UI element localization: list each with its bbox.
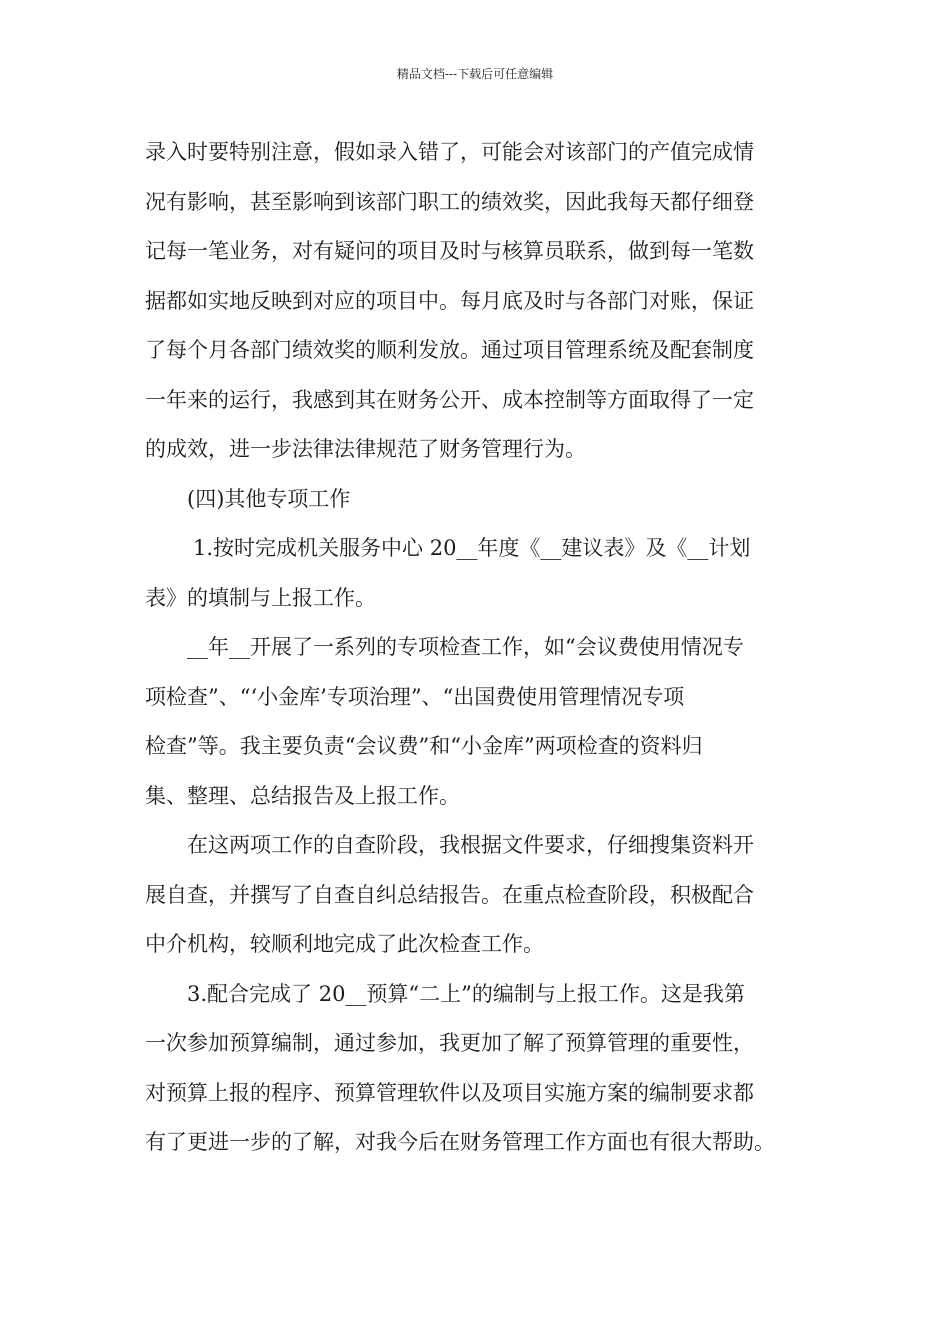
list-item-3: 3.配合完成了 20__预算“二上”的编制与上报工作。这是我第 [187,981,745,1006]
text-line: 中介机构，较顺利地完成了此次检查工作。 [145,932,544,956]
text-line: 一次参加预算编制，通过参加，我更加了解了预算管理的重要性， [145,1031,754,1055]
text-line: 一年来的运行，我感到其在财务公开、成本控制等方面取得了一定 [145,387,754,412]
text-line: 表》的填制与上报工作。 [145,585,376,610]
text-line: 况有影响，甚至影响到该部门职工的绩效奖，因此我每天都仔细登 [145,189,754,214]
text-line: 集、整理、总结报告及上报工作。 [145,783,460,808]
text-line: 记每一笔业务，对有疑问的项目及时与核算员联系，做到每一笔数 [145,239,754,263]
text-line: 检查”等。我主要负责“会议费”和“小金库”两项检查的资料归 [145,734,703,758]
section-heading: (四)其他专项工作 [187,486,351,511]
text-line: 对预算上报的程序、预算管理软件以及项目实施方案的编制要求都 [145,1080,754,1105]
paragraph-start: 在这两项工作的自查阶段，我根据文件要求，仔细搜集资料开 [187,833,754,857]
text-line: 项检查”、“‘小金库’专项治理”、“出国费使用管理情况专项 [145,684,685,709]
text-line: 有了更进一步的了解，对我今后在财务管理工作方面也有很大帮助。 [145,1130,775,1154]
text-line: 了每个月各部门绩效奖的顺利发放。通过项目管理系统及配套制度 [145,338,754,362]
text-line: 展自查，并撰写了自查自纠总结报告。在重点检查阶段，积极配合 [145,882,754,907]
text-line: 据都如实地反映到对应的项目中。每月底及时与各部门对账，保证 [145,288,754,313]
page-header: 精品文档---下载后可任意编辑 [396,67,554,81]
document-body [145,128,825,1168]
paragraph-start: __年__开展了一系列的专项检查工作，如“会议费使用情况专 [187,635,744,659]
list-item-1: 1.按时完成机关服务中心 20__年度《__建议表》及《__计划 [193,536,751,560]
text-line: 录入时要特别注意，假如录入错了，可能会对该部门的产值完成情 [145,140,754,164]
text-line: 的成效，进一步法律法律规范了财务管理行为。 [145,437,586,461]
